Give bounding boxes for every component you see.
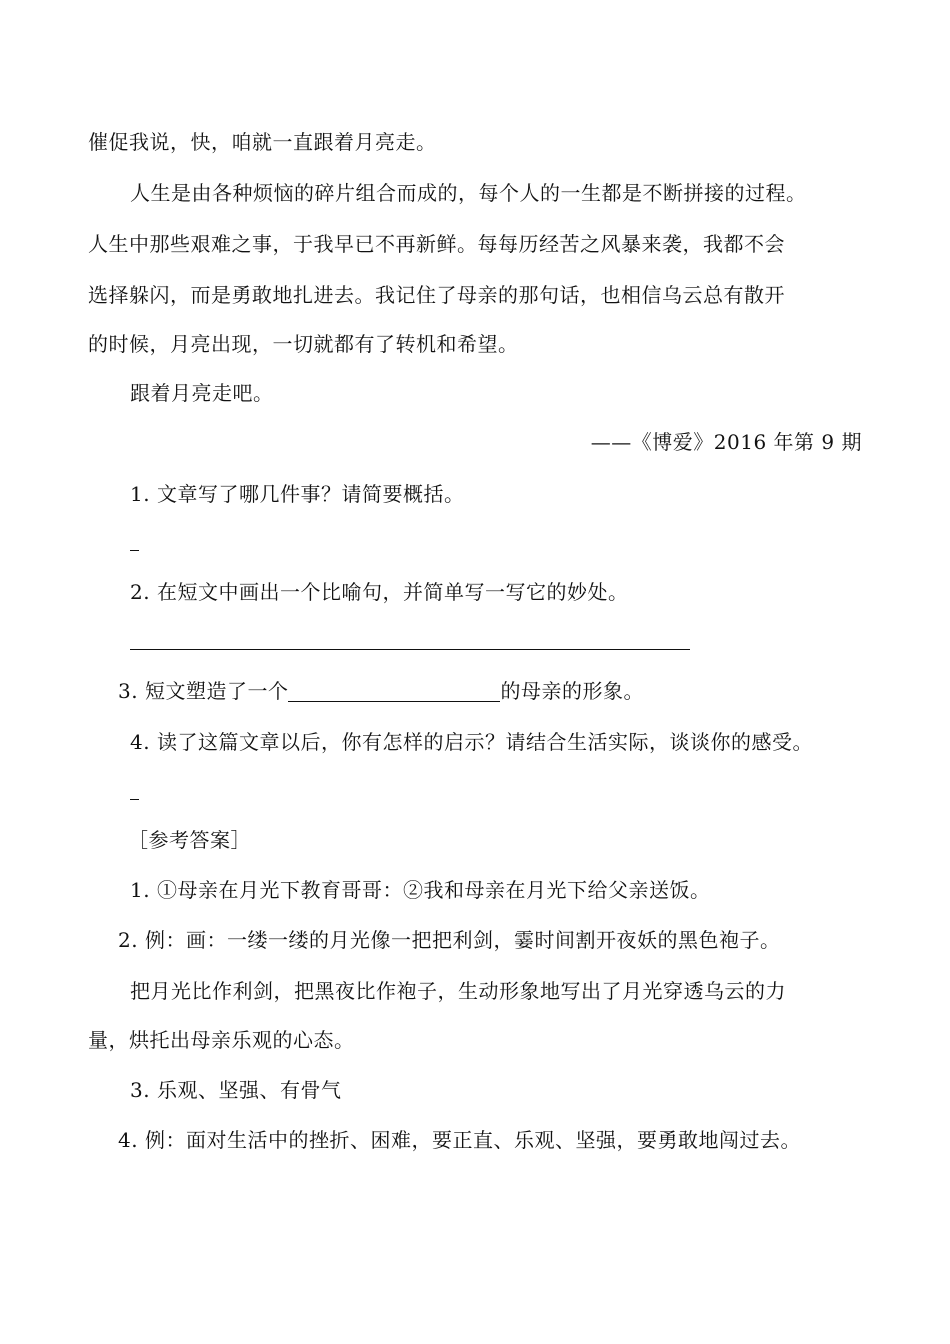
answer-blank-2 — [130, 649, 690, 650]
passage-line: 选择躲闪，而是勇敢地扎进去。我记住了母亲的那句话，也相信乌云总有散开 — [88, 283, 785, 307]
answer-1: 1. ①母亲在月光下教育哥哥：②我和母亲在月光下给父亲送饭。 — [130, 878, 711, 902]
answer-blank-3 — [288, 681, 500, 702]
passage-line: 跟着月亮走吧。 — [130, 381, 274, 405]
question-3 — [0, 678, 950, 704]
answer-2-line: 2. 例：画：一缕一缕的月光像一把把利剑，霎时间割开夜妖的黑色袍子。 — [118, 928, 781, 952]
answer-blank-1 — [130, 550, 139, 551]
question-1: 1. 文章写了哪几件事？请简要概括。 — [130, 482, 465, 506]
question-3-text-after: 的母亲的形象。 — [500, 679, 644, 703]
answers-heading: ［参考答案］ — [128, 828, 251, 852]
passage-line: 人生是由各种烦恼的碎片组合而成的，每个人的一生都是不断拼接的过程。 — [130, 181, 807, 205]
passage-line: 催促我说，快，咱就一直跟着月亮走。 — [88, 130, 437, 154]
passage-line: 人生中那些艰难之事，于我早已不再新鲜。每每历经苦之风暴来袭，我都不会 — [88, 232, 785, 256]
answer-3: 3. 乐观、坚强、有骨气 — [130, 1078, 342, 1102]
question-3-text-before: 3. 短文塑造了一个 — [118, 679, 289, 703]
question-2: 2. 在短文中画出一个比喻句，并简单写一写它的妙处。 — [130, 580, 629, 604]
passage-source: ——《博爱》2016 年第 9 期 — [590, 430, 862, 454]
answer-blank-4 — [130, 799, 139, 800]
answer-4: 4. 例：面对生活中的挫折、困难，要正直、乐观、坚强，要勇敢地闯过去。 — [118, 1128, 801, 1152]
passage-line: 的时候，月亮出现，一切就都有了转机和希望。 — [88, 332, 519, 356]
answer-2-line: 量，烘托出母亲乐观的心态。 — [88, 1028, 355, 1052]
answer-2-line: 把月光比作利剑，把黑夜比作袍子，生动形象地写出了月光穿透乌云的力 — [130, 979, 786, 1003]
question-4: 4. 读了这篇文章以后，你有怎样的启示？请结合生活实际，谈谈你的感受。 — [130, 730, 813, 754]
